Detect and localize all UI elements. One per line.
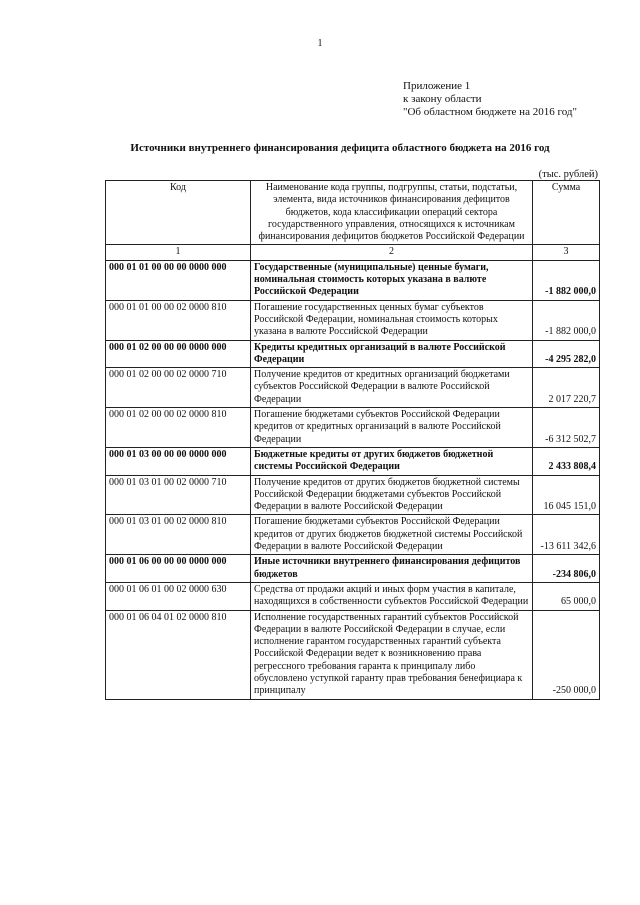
table-row [106,555,600,583]
row-name: Погашение бюджетами субъектов Российской Федерации кредитов от других бюджетов бюджетной системы Российской Федерации в валюте Российской Федерации [251,515,533,555]
document-title: Источники внутреннего финансирования дефицита областного бюджета на 2016 год [130,142,550,154]
row-amount: -6 312 502,7 [533,408,600,448]
table-row [106,447,600,475]
row-amount: 2 433 808,4 [533,447,600,475]
row-name: Кредиты кредитных организаций в валюте Российской Федерации [251,340,533,368]
row-amount: -4 295 282,0 [533,340,600,368]
row-name: Погашение бюджетами субъектов Российской Федерации кредитов от кредитных организаций в валюте Российской Федерации [251,408,533,448]
appendix-line-3: "Об областном бюджете на 2016 год" [403,106,577,118]
row-name: Погашение государственных ценных бумаг субъектов Российской Федерации, номинальная стоимость которых указана в валюте Российской Федерации [251,300,533,340]
row-amount: -1 882 000,0 [533,300,600,340]
row-code: 000 01 02 00 00 02 0000 810 [106,408,251,448]
row-amount: -13 611 342,6 [533,515,600,555]
table-row [106,610,600,699]
row-code: 000 01 03 01 00 02 0000 710 [106,475,251,515]
column-number-2: 2 [251,245,533,260]
row-name: Иные источники внутреннего финансирования дефицитов бюджетов [251,555,533,583]
row-name: Исполнение государственных гарантий субъектов Российской Федерации в валюте Российской Федерации в случае, если исполнение гарантом государственных гарантий субъекта Российской Федерации ведет к возникновению права регрессного требования гаранта к принципалу либо обусловлено уступкой гаранту прав требования бенефициара к принципалу [251,610,533,699]
header-name: Наименование кода группы, подгруппы, статьи, подстатьи, элемента, вида источников финансирования дефицитов бюджетов, кода классификации операций сектора государственного управления, относящихся к источникам финансирования дефицитов бюджетов Российской Федерации [251,181,533,245]
row-name: Средства от продажи акций и иных форм участия в капитале, находящихся в собственности субъектов Российской Федерации [251,582,533,610]
row-code: 000 01 03 00 00 00 0000 000 [106,447,251,475]
row-amount: 2 017 220,7 [533,368,600,408]
column-number-1: 1 [106,245,251,260]
row-code: 000 01 03 01 00 02 0000 810 [106,515,251,555]
row-amount: -250 000,0 [533,610,600,699]
appendix-block [403,80,577,119]
column-number-3: 3 [533,245,600,260]
row-code: 000 01 06 04 01 02 0000 810 [106,610,251,699]
table-row [106,408,600,448]
table-row [106,475,600,515]
row-code: 000 01 01 00 00 00 0000 000 [106,260,251,300]
table-header-row [106,181,600,245]
row-amount: 16 045 151,0 [533,475,600,515]
row-code: 000 01 01 00 00 02 0000 810 [106,300,251,340]
row-name: Получение кредитов от кредитных организаций бюджетами субъектов Российской Федерации в валюте Российской Федерации [251,368,533,408]
row-code: 000 01 06 00 00 00 0000 000 [106,555,251,583]
table-row [106,340,600,368]
table-row [106,582,600,610]
row-amount: -1 882 000,0 [533,260,600,300]
row-code: 000 01 02 00 00 02 0000 710 [106,368,251,408]
units-label: (тыс. рублей) [538,169,598,180]
appendix-line-1: Приложение 1 [403,80,471,92]
financing-sources-table [105,180,600,700]
table-body [106,260,600,699]
row-code: 000 01 06 01 00 02 0000 630 [106,582,251,610]
table-row [106,368,600,408]
table-row [106,515,600,555]
column-number-row [106,245,600,260]
table-row [106,260,600,300]
row-code: 000 01 02 00 00 00 0000 000 [106,340,251,368]
row-amount: -234 806,0 [533,555,600,583]
row-name: Получение кредитов от других бюджетов бюджетной системы Российской Федерации бюджетами субъектов Российской Федерации в валюте Российской Федерации [251,475,533,515]
header-amount: Сумма [533,181,600,245]
header-code: Код [106,181,251,245]
row-amount: 65 000,0 [533,582,600,610]
page-number: 1 [317,38,323,49]
table-row [106,300,600,340]
row-name: Государственные (муниципальные) ценные бумаги, номинальная стоимость которых указана в валюте Российской Федерации [251,260,533,300]
row-name: Бюджетные кредиты от других бюджетов бюджетной системы Российской Федерации [251,447,533,475]
appendix-line-2: к закону области [403,93,482,105]
